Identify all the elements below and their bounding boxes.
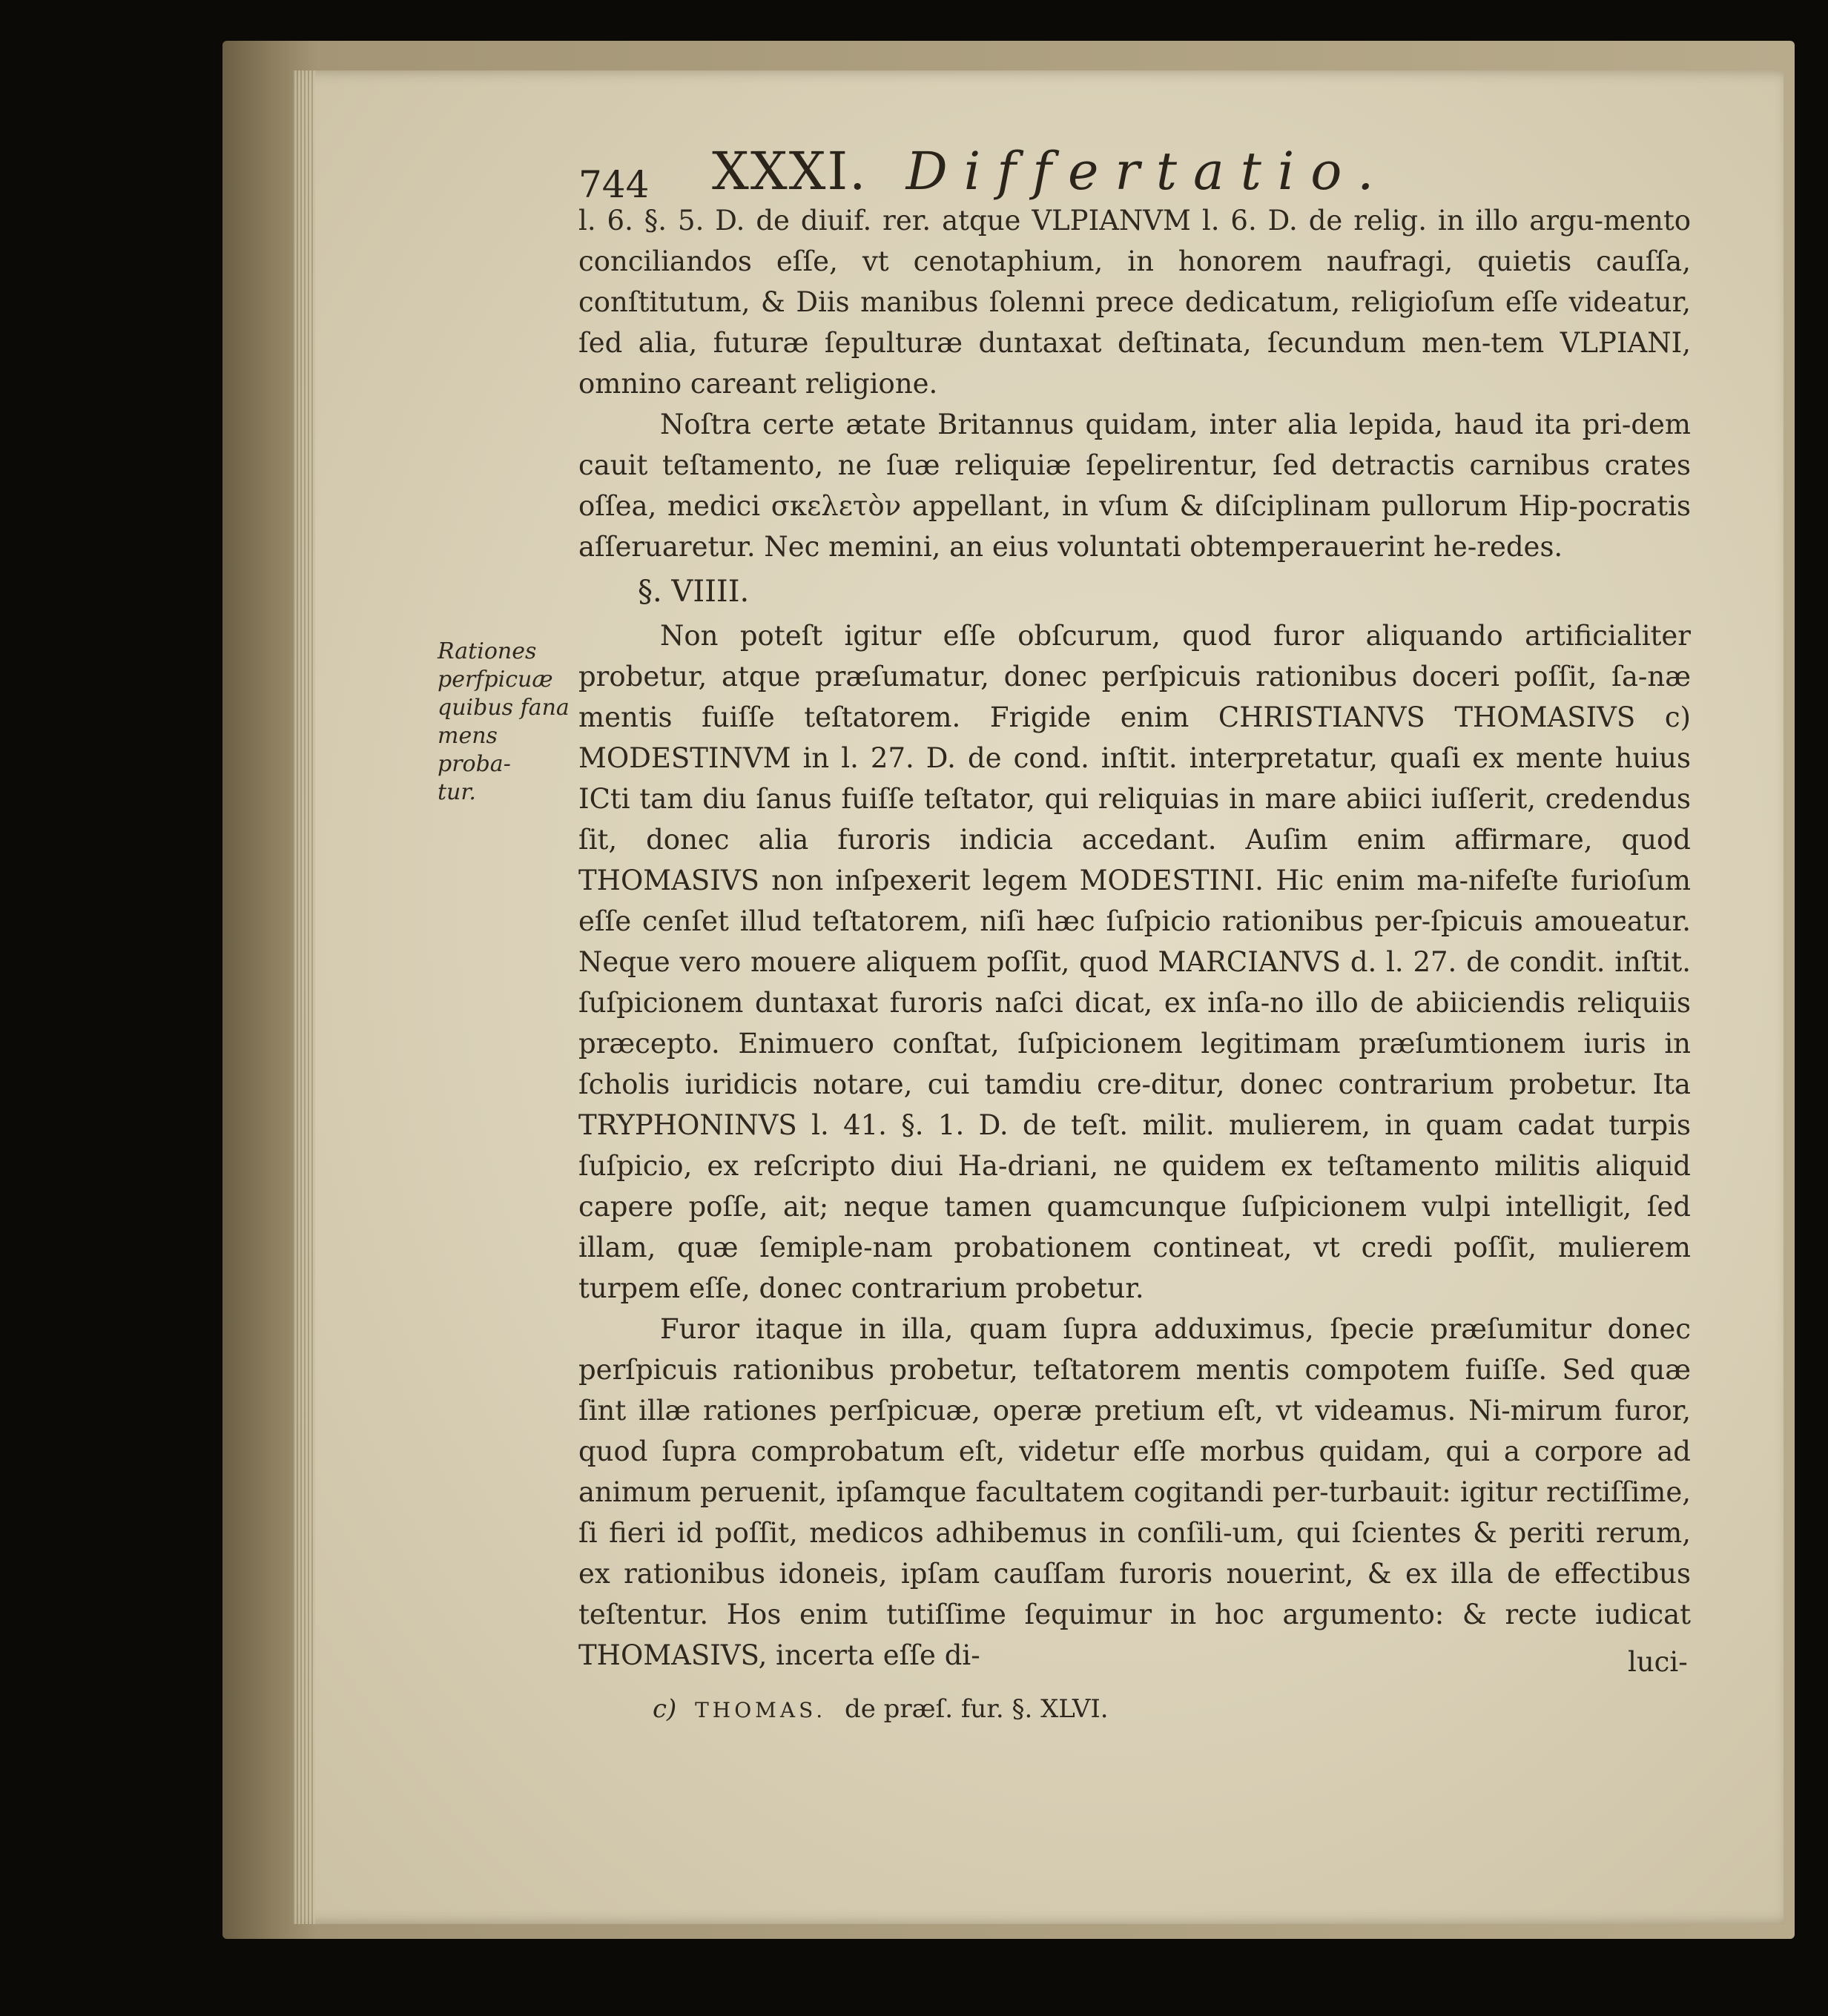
section-heading: §. VIIII. bbox=[638, 575, 750, 609]
paragraph: Furor itaque in illa, quam ſupra adduximus, ſpecie præſumitur donec perſpicuis rationibus probetur, teſtatorem mentis compotem fuiſſe. Sed quæ ſint illæ rationes perſpicuæ, operæ pretium eſt, vt videamus. Ni-mirum furor, quod ſupra comprobatum eſt, videtur eſſe morbus quidam, qui a corpore ad animum peruenit, ipſamque facultatem cogitandi per-turbauit: igitur rectiſſime, ſi fieri id poſſit, medicos adhibemus in conſili-um, qui ſcientes & periti rerum, ex rationibus idoneis, ipſam cauſſam furoris nouerint, & ex illa de effectibus teſtentur. Hos enim tutiſſime ſequimur in hoc argumento: & recte iudicat THOMASIVS, incerta eſſe di- bbox=[578, 1313, 1691, 1671]
footnote-author: THOMAS. bbox=[695, 1698, 827, 1722]
body-text bbox=[578, 200, 1691, 1676]
footnote-text: de præſ. fur. §. XLVI. bbox=[844, 1694, 1109, 1724]
paragraph: Non poteſt igitur eſſe obſcurum, quod furor aliquando artificialiter probetur, atque præſumatur, donec perſpicuis rationibus doceri poſſit, ſa-næ mentis fuiſſe teſtatorem. Frigide enim CHRISTIANVS THOMASIVS c) MODESTINVM in l. 27. D. de cond. inſtit. interpretatur, quaſi ex mente huius ICti tam diu ſanus fuiſſe teſtator, qui reliquias in mare abiici iuſſerit, credendus ſit, donec alia furoris indicia accedant. Auſim enim affirmare, quod THOMASIVS non inſpexerit legem MODESTINI. Hic enim ma-nifeſte furioſum eſſe cenſet illud teſtatorem, niſi hæc ſuſpicio rationibus per-ſpicuis amoueatur. Neque vero mouere aliquem poſſit, quod MARCIANVS d. l. 27. de condit. inſtit. ſuſpicionem duntaxat furoris naſci dicat, ex inſa-no illo de abiiciendis reliquiis præcepto. Enimuero conſtat, ſuſpicionem legitimam præſumtionem iuris in ſcholis iuridicis notare, cui tamdiu cre-ditur, donec contrarium probetur. Ita TRYPHONINVS l. 41. §. 1. D. de teſt. milit. mulierem, in quam cadat turpis ſuſpicio, ex reſcripto diui Ha-driani, ne quidem ex teſtamento militis aliquid capere poſſe, ait; neque tamen quamcunque ſuſpicionem vulpi intelligit, ſed illam, quæ ſemiple-nam probationem contineat, vt credi poſſit, mulierem turpem eſſe, donec contrarium probetur. bbox=[578, 620, 1691, 1304]
running-title-word: Differtatio. bbox=[905, 141, 1390, 202]
margin-note-line: perfpicuæ bbox=[438, 667, 553, 693]
page-number: 744 bbox=[578, 163, 650, 206]
paragraph: Noſtra certe ætate Britannus quidam, inter alia lepida, haud ita pri-dem cauit teſtamento, ne ſuæ reliquiæ ſepelirentur, ſed detractis carnibus crates oſſea, medici σκελετὸν appellant, in vſum & diſciplinam pullorum Hip-pocratis aſſeruaretur. Nec memini, an eius voluntati obtemperauerint he-redes. bbox=[578, 409, 1691, 563]
margin-note-line: tur. bbox=[438, 779, 476, 805]
margin-note bbox=[438, 638, 571, 807]
margin-note-line: Rationes bbox=[438, 638, 537, 664]
paragraph: l. 6. §. 5. D. de diuif. rer. atque VLPIANVM l. 6. D. de relig. in illo argu-mento conciliandos eſſe, vt cenotaphium, in honorem naufragi, quietis cauſſa, conſtitutum, & Diis manibus ſolenni prece dedicatum, religioſum eſſe videatur, ſed alia, futuræ ſepulturæ duntaxat deſtinata, ſecundum men-tem VLPIANI, omnino careant religione. bbox=[578, 205, 1691, 400]
page-header bbox=[578, 133, 1617, 206]
margin-note-line: mens proba- bbox=[438, 723, 511, 777]
catchword: luci- bbox=[1628, 1646, 1688, 1678]
page-stack-edge bbox=[293, 70, 315, 1924]
footnote bbox=[653, 1694, 1109, 1724]
margin-note-line: quibus fana bbox=[438, 695, 570, 721]
footnote-mark: c) bbox=[653, 1694, 677, 1724]
running-title-roman: XXXI. bbox=[712, 141, 868, 202]
running-title bbox=[712, 141, 1390, 202]
